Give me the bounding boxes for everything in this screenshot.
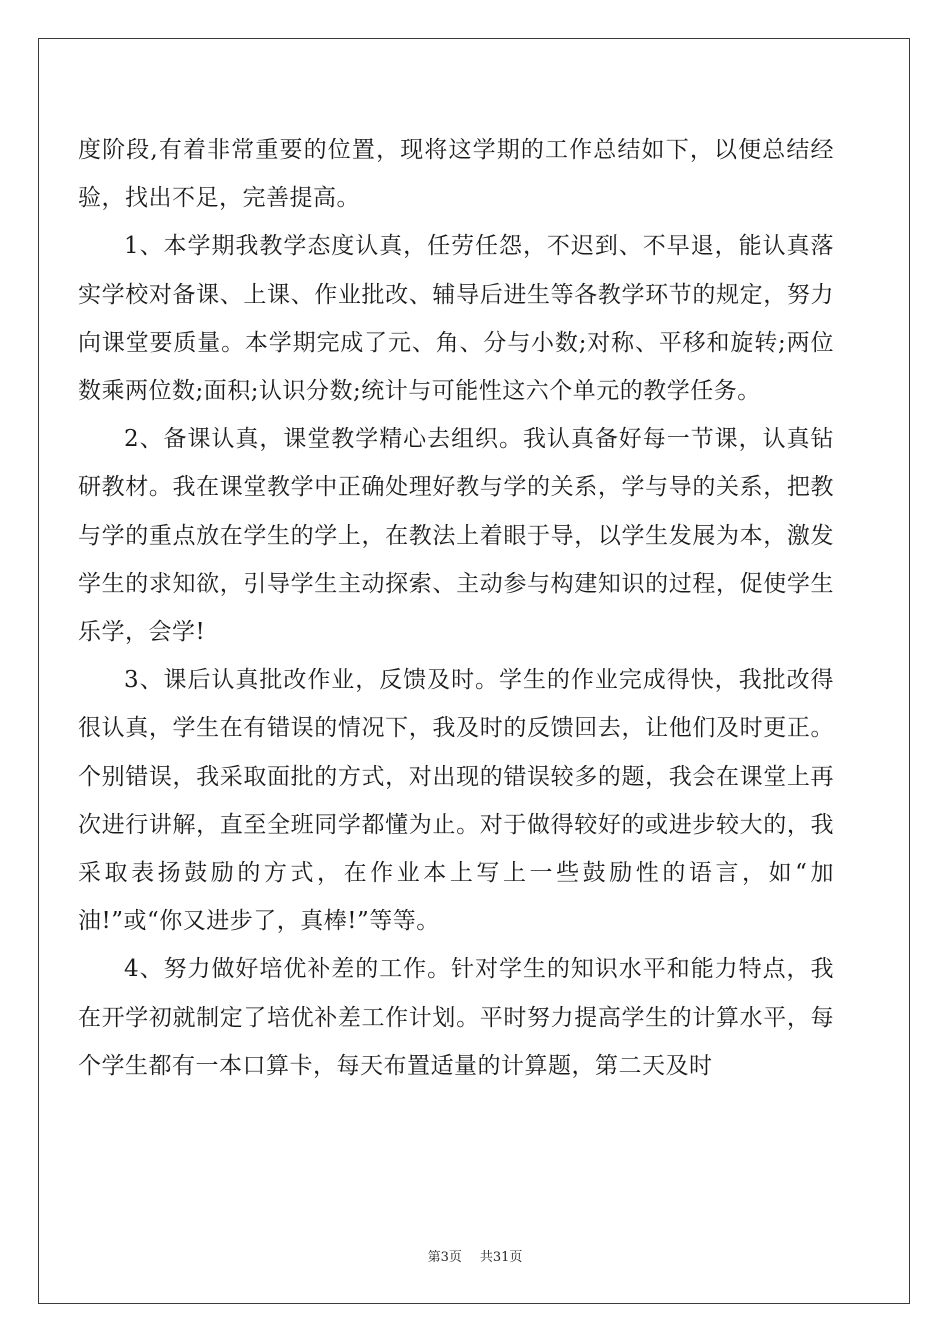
page-number-current: 第3页 <box>427 1250 462 1265</box>
paragraph-intro-continued: 度阶段,有着非常重要的位置，现将这学期的工作总结如下，以便总结经验，找出不足，完善提高。 <box>78 137 834 212</box>
document-body <box>78 126 834 1090</box>
paragraph-item-1: 1、本学期我教学态度认真，任劳任怨，不迟到、不早退，能认真落实学校对备课、上课、作业批改、辅导后进生等各教学环节的规定，努力向课堂要质量。本学期完成了元、角、分与小数;对称、平移和旋转;两位数乘两位数;面积;认识分数;统计与可能性这六个单元的教学任务。 <box>78 233 834 405</box>
paragraph-item-4: 4、努力做好培优补差的工作。针对学生的知识水平和能力特点，我在开学初就制定了培优补差工作计划。平时努力提高学生的计算水平，每个学生都有一本口算卡，每天布置适量的计算题，第二天及时 <box>78 956 834 1079</box>
page-number-total: 共31页 <box>479 1250 523 1265</box>
paragraph-item-2: 2、备课认真，课堂教学精心去组织。我认真备好每一节课，认真钻研教材。我在课堂教学中正确处理好教与学的关系，学与导的关系，把教与学的重点放在学生的学上，在教法上着眼于导，以学生发展为本，激发学生的求知欲，引导学生主动探索、主动参与构建知识的过程，促使学生乐学，会学! <box>78 426 834 646</box>
paragraph-item-3: 3、课后认真批改作业，反馈及时。学生的作业完成得快，我批改得很认真，学生在有错误的情况下，我及时的反馈回去，让他们及时更正。个别错误，我采取面批的方式，对出现的错误较多的题，我会在课堂上再次进行讲解，直至全班同学都懂为止。对于做得较好的或进步较大的，我采取表扬鼓励的方式，在作业本上写上一些鼓励性的语言，如“加油!”或“你又进步了，真棒!”等等。 <box>78 667 834 935</box>
page-footer <box>0 1246 950 1265</box>
